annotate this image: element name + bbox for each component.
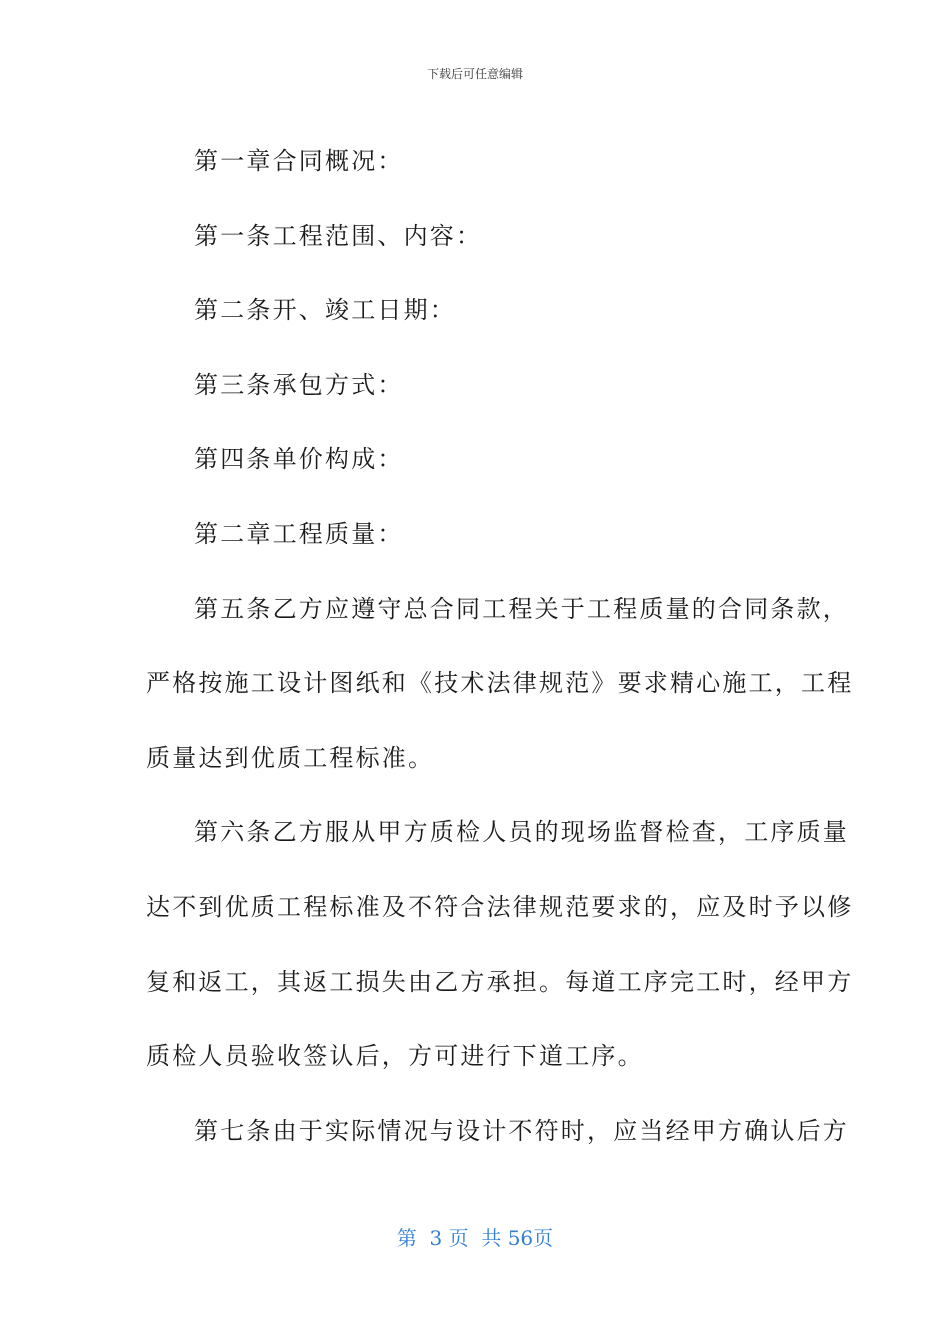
heading-chapter-2 [146,497,806,572]
heading-chapter-1 [146,124,806,199]
article-2-title [146,273,806,348]
paragraph-line: 第四条单价构成： [194,445,404,474]
paragraph-line: 第二条开、竣工日期： [194,296,456,325]
paragraph-line: 第六条乙方服从甲方质检人员的现场监督检查，工序质量 [194,818,849,847]
page-header-note: 下载后可任意编辑 [426,67,523,81]
page-number-footer: 第 3 页 共 56页 [396,1226,554,1250]
paragraph-line: 第三条承包方式： [194,370,404,399]
paragraph-line: 达不到优质工程标准及不符合法律规范要求的，应及时予以修 [146,892,854,921]
paragraph-line: 第七条由于实际情况与设计不符时，应当经甲方确认后方 [194,1116,849,1145]
paragraph-line: 第五条乙方应遵守总合同工程关于工程质量的合同条款， [194,594,849,623]
paragraph-line: 质量达到优质工程标准。 [146,743,435,772]
article-1-title [146,199,806,274]
paragraph-line: 第一条工程范围、内容： [194,221,483,250]
article-7-paragraph [146,1094,849,1169]
paragraph-line: 第二章工程质量： [194,519,404,548]
document-body [146,124,854,1168]
article-6-paragraph [146,795,854,1093]
paragraph-line: 质检人员验收签认后，方可进行下道工序。 [146,1042,644,1071]
paragraph-line: 复和返工，其返工损失由乙方承担。每道工序完工时，经甲方 [146,967,854,996]
paragraph-line: 严格按施工设计图纸和《技术法律规范》要求精心施工，工程 [146,669,854,698]
article-3-title [146,348,806,423]
paragraph-line: 第一章合同概况： [194,147,404,175]
article-4-title [146,422,806,497]
article-5-paragraph [146,572,854,796]
